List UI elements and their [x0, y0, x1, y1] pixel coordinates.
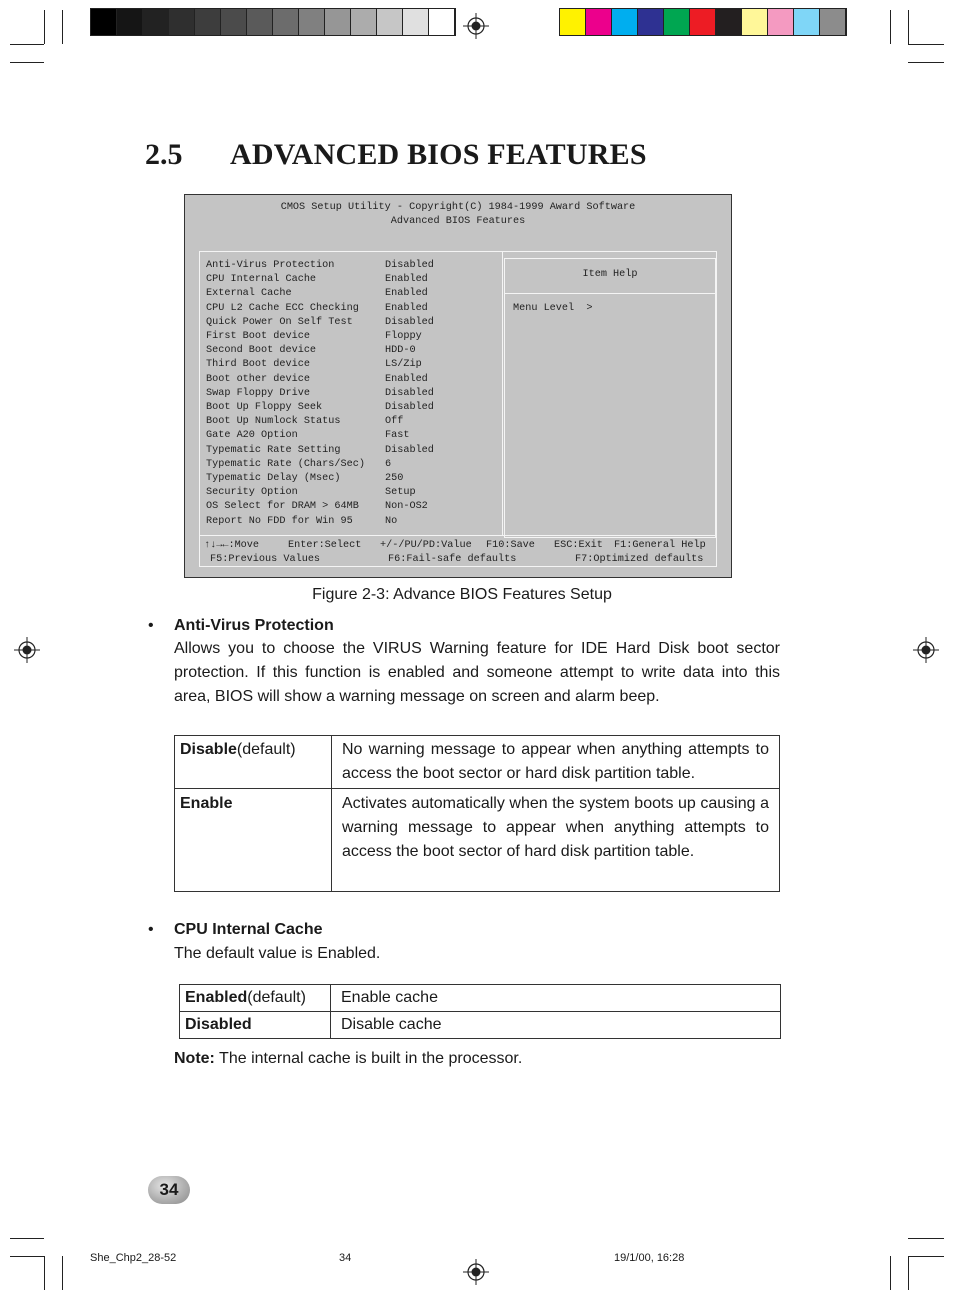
- bios-setting-label: External Cache: [206, 288, 292, 300]
- color-swatch: [560, 9, 586, 35]
- crop-mark: [908, 1256, 944, 1257]
- color-swatch: [299, 9, 325, 35]
- bios-setting-value: 6: [385, 458, 392, 470]
- bios-setting-label: Third Boot device: [206, 359, 310, 371]
- key-hint-previous: F5:Previous Values: [210, 554, 321, 565]
- registration-mark-icon: [913, 637, 939, 663]
- option-name-cell: [175, 736, 332, 789]
- bios-setting-label: Boot Up Floppy Seek: [206, 402, 323, 413]
- bios-setting-value: Disabled: [385, 260, 434, 271]
- bios-setting-label: Second Boot device: [206, 345, 317, 357]
- color-swatch: [351, 9, 377, 35]
- note: [174, 1050, 522, 1068]
- crop-mark: [44, 1256, 45, 1290]
- bios-setting-label: Report No FDD for Win 95: [206, 515, 353, 527]
- bios-setting-label: Boot Up Numlock Status: [206, 416, 341, 428]
- crop-mark: [908, 10, 909, 44]
- color-swatch: [586, 9, 612, 35]
- option-default: (default): [247, 989, 306, 1006]
- bios-setting-value: 250: [385, 473, 404, 484]
- bios-settings-list: [200, 252, 503, 535]
- option-description: Enable cache: [331, 985, 781, 1012]
- color-swatch: [664, 9, 690, 35]
- registration-mark-icon: [463, 13, 489, 39]
- option-name-cell: [180, 985, 331, 1012]
- subsection-title: Anti-Virus Protection: [174, 617, 334, 634]
- color-swatch: [195, 9, 221, 35]
- figure-caption: Figure 2-3: Advance BIOS Features Setup: [312, 586, 612, 603]
- note-label: Note:: [174, 1050, 215, 1067]
- color-swatch: [169, 9, 195, 35]
- color-swatch: [429, 9, 455, 35]
- crop-mark: [10, 44, 44, 45]
- color-swatch: [820, 9, 846, 35]
- color-swatch: [638, 9, 664, 35]
- bios-setting-value: No: [385, 515, 398, 527]
- bios-setting-value: Non-OS2: [385, 501, 428, 513]
- section-description: The default value is Enabled.: [174, 945, 381, 962]
- color-swatch: [742, 9, 768, 35]
- crop-mark: [908, 62, 944, 63]
- subsection-title: CPU Internal Cache: [174, 921, 323, 938]
- key-hint-value: +/-/PU/PD:Value: [380, 540, 472, 551]
- bios-setting-value: Enabled: [385, 274, 428, 286]
- bios-header-copyright: CMOS Setup Utility - Copyright(C) 1984-1999 Award Software: [280, 202, 636, 213]
- crop-mark: [908, 1238, 944, 1239]
- bios-setting-label: Typematic Rate Setting: [206, 444, 341, 456]
- bios-setting-value: Enabled: [385, 302, 428, 314]
- bios-setting-value: Off: [385, 416, 404, 428]
- bios-footer-row: [204, 540, 712, 554]
- crop-mark: [10, 1238, 44, 1239]
- section-description: Allows you to choose the VIRUS Warning feature for IDE Hard Disk boot sector protection. If this function is enabled and someone attempt to write data into this area, BIOS will show a warning message on screen and alarm beep.: [174, 640, 780, 705]
- color-swatch: [247, 9, 273, 35]
- bullet-point: •: [148, 617, 154, 634]
- crop-mark: [890, 1256, 891, 1290]
- color-swatch: [403, 9, 429, 35]
- footer-filename: She_Chp2_28-52: [90, 1252, 177, 1264]
- bios-footer-divider: [200, 535, 716, 536]
- bios-setting-label: CPU L2 Cache ECC Checking: [206, 302, 359, 314]
- item-help-title: Item Help: [582, 269, 638, 280]
- section-title: ADVANCED BIOS FEATURES: [230, 138, 647, 171]
- bios-setting-label: CPU Internal Cache: [206, 274, 317, 286]
- bios-setting-value: Disabled: [385, 444, 434, 456]
- bios-setting-label: Anti-Virus Protection: [206, 260, 335, 271]
- bios-screenshot: [184, 194, 732, 578]
- crop-mark: [908, 1256, 909, 1290]
- bios-setting-value: Disabled: [385, 402, 434, 413]
- option-name-cell: [180, 1012, 331, 1039]
- footer-page: 34: [339, 1252, 352, 1264]
- bios-setting-value: Setup: [385, 487, 416, 499]
- color-swatch: [794, 9, 820, 35]
- crop-mark: [10, 62, 44, 63]
- bios-setting-value: Disabled: [385, 316, 434, 328]
- menu-level: Menu Level >: [513, 303, 593, 314]
- options-table: [174, 735, 780, 892]
- bios-setting-label: Typematic Delay (Msec): [206, 473, 341, 484]
- bios-footer-row: [204, 554, 712, 568]
- bios-setting-value: Floppy: [385, 331, 422, 342]
- key-hint-move: ↑↓→←:Move: [204, 540, 260, 551]
- color-swatch: [325, 9, 351, 35]
- crop-mark: [890, 10, 891, 44]
- bios-setting-value: Enabled: [385, 288, 428, 300]
- crop-mark: [44, 10, 45, 44]
- color-swatch: [716, 9, 742, 35]
- bullet-point: •: [148, 921, 154, 938]
- note-text: The internal cache is built in the processor.: [214, 1050, 523, 1067]
- color-swatch: [377, 9, 403, 35]
- registration-mark-icon: [14, 637, 40, 663]
- bios-setting-label: First Boot device: [206, 331, 310, 342]
- option-name: Enable: [180, 795, 233, 812]
- table-row: [175, 789, 780, 892]
- table-row: [180, 1012, 781, 1039]
- color-calibration-bar: [559, 8, 847, 36]
- key-hint-select: Enter:Select: [288, 540, 362, 551]
- bios-setting-value: Enabled: [385, 373, 428, 385]
- bios-setting-value: Fast: [385, 430, 410, 442]
- key-hint-optimized: F7:Optimized defaults: [575, 554, 704, 565]
- color-swatch: [768, 9, 794, 35]
- option-description: No warning message to appear when anything attempts to access the boot sector or hard disk partition table.: [332, 736, 780, 789]
- crop-mark: [10, 1256, 44, 1257]
- help-divider: [505, 293, 715, 294]
- bios-setting-value: LS/Zip: [385, 359, 422, 371]
- bios-setting-label: Boot other device: [206, 373, 310, 385]
- footer-date: 19/1/00, 16:28: [614, 1252, 685, 1264]
- option-default: (default): [236, 741, 296, 758]
- bios-setting-label: Security Option: [206, 487, 298, 499]
- key-hint-exit: ESC:Exit: [554, 540, 603, 551]
- color-swatch: [690, 9, 716, 35]
- color-swatch: [91, 9, 117, 35]
- option-name: Enabled: [185, 989, 248, 1006]
- key-hint-failsafe: F6:Fail-safe defaults: [388, 554, 517, 565]
- bios-header-title: Advanced BIOS Features: [390, 216, 526, 227]
- crop-mark: [908, 44, 944, 45]
- bios-setting-value: Disabled: [385, 387, 434, 399]
- bios-setting-label: Gate A20 Option: [206, 430, 298, 442]
- key-hint-help: F1:General Help: [614, 540, 706, 551]
- option-description: Activates automatically when the system boots up causing a warning message to appear when anything attempts to access the boot sector of hard disk partition table.: [332, 789, 780, 892]
- bios-setting-label: Quick Power On Self Test: [206, 316, 353, 328]
- option-name-cell: [175, 789, 332, 892]
- bios-setting-label: Typematic Rate (Chars/Sec): [206, 458, 365, 470]
- color-swatch: [221, 9, 247, 35]
- option-name: Disable: [180, 741, 237, 758]
- table-row: [180, 985, 781, 1012]
- color-swatch: [117, 9, 143, 35]
- color-swatch: [273, 9, 299, 35]
- section-number: 2.5: [145, 138, 183, 171]
- crop-mark: [62, 1256, 63, 1290]
- table-row: [175, 736, 780, 789]
- bios-panel: [199, 251, 717, 567]
- color-swatch: [143, 9, 169, 35]
- registration-mark-icon: [463, 1259, 489, 1285]
- color-swatch: [612, 9, 638, 35]
- bios-setting-label: OS Select for DRAM > 64MB: [206, 501, 359, 513]
- page-number-badge: 34: [148, 1176, 190, 1204]
- bios-setting-value: HDD-0: [385, 345, 416, 357]
- item-help-panel: [504, 258, 716, 538]
- option-description: Disable cache: [331, 1012, 781, 1039]
- crop-mark: [62, 10, 63, 44]
- grayscale-calibration-bar: [90, 8, 456, 36]
- bios-setting-label: Swap Floppy Drive: [206, 387, 310, 399]
- option-name: Disabled: [185, 1016, 252, 1033]
- key-hint-save: F10:Save: [486, 540, 535, 551]
- options-table: [179, 984, 781, 1039]
